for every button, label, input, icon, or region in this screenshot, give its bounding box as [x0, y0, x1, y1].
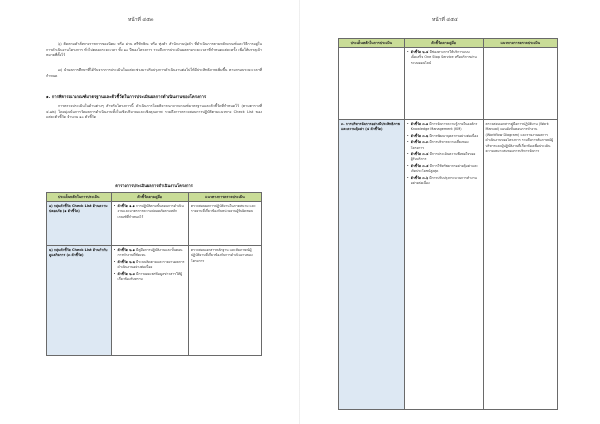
evaluation-table-continued — [338, 38, 558, 410]
indicator-text: มีการจัดการความรู้ภายในองค์กร Knowledge Management (KM) — [410, 122, 478, 132]
indicator-text: มีการบริหารความเสี่ยงของโครงการ — [410, 140, 469, 150]
evaluation-table — [46, 192, 262, 356]
indicator-item — [407, 134, 481, 139]
header-cell: แนวทางการตรวจประเมิน — [188, 193, 261, 202]
header-cell: ประเด็นหลักในการประเมิน — [339, 39, 405, 48]
indicator-code: ตัวชี้วัด ๓.๕ — [410, 163, 429, 168]
indicator-item — [114, 260, 186, 271]
indicator-code: ตัวชี้วัด ๑.๑ — [117, 204, 135, 208]
table-header-row — [339, 39, 558, 48]
header-cell: ประเด็นหลักในการประเมิน — [47, 193, 112, 202]
paragraph: การตรวจประเมินในด้านต่างๆ สำหรับโครงการนี้ ดำเนินการโดยพิจารณาจากเกณฑ์มาตรฐานและตัวชี้วัดที่กำหนดไว้ (ตามตารางที่ ๔.๑๒) โดยมุ่งเน้นการวัดผลการดำเนินงานทั้งในเชิงปริมาณและเชิงคุณภาพ รวมถึงการตรวจสอบการปฏิบัติตามแนวทาง Check List ของแต่ละตัวชี้วัด จำนวน ๑๐ ตัวชี้วัด — [46, 104, 262, 120]
indicator-text: มีการพัฒนาบุคลากรอย่างต่อเนื่อง — [429, 133, 479, 138]
indicator-code: ตัวชี้วัด ๓.๔ — [410, 152, 429, 157]
indicator-text: มีการปรับปรุงกระบวนการทำงานอย่างต่อเนื่อง — [410, 175, 477, 186]
table-row — [339, 48, 558, 120]
guideline-cell — [483, 48, 557, 120]
indicator-item — [114, 204, 186, 220]
indicator-text: มีช่องทางการให้บริการแบบเบ็ดเสร็จ One Stop Service หรือบริการผ่านระบบออนไลน์ — [410, 50, 477, 65]
header-cell: แนวทางการตรวจประเมิน — [483, 39, 557, 48]
criterion-label: ๓. การบริหารจัดการอย่างมีประสิทธิภาพและความคุ้มค่า (๔ ตัวชี้วัด) — [339, 120, 405, 410]
paragraph: ๗) นำผลการศึกษาที่ได้รับจากการประเมินในแต่ละช่วงมาปรับปรุงการดำเนินงานต่อไปให้มีประสิทธิภาพเพิ่มขึ้น ตามกรอบระยะเวลาที่กำหนด — [46, 68, 262, 78]
indicator-code: ตัวชี้วัด ๓.๒ — [410, 133, 429, 138]
header-cell: ตัวชี้วัดตามคู่มือ — [404, 39, 483, 48]
paragraph: ๖) ติดตามคำสั่งทางราชการของนิคม หรือ ผ่าน ศรีทักษิณ หรือ ทุ่งคำ สำนักงานปุ่งคำ ที่ดำเนินการตามหลักเกณฑ์และวิธีการอยู่ในการดำเนินงานโครงการ ทั่วไปตลอดระยะเวลา ทั้ง ๑๐ ปีของโครงการ รวมถึงการประเมินผลตามระยะเวลาที่กำหนดแต่ละครั้ง เพื่อให้บรรลุเป้าหมายที่ตั้งไว้ — [46, 42, 262, 58]
indicator-text: มีคู่มือการปฏิบัติงานและขั้นตอนการทำงานที่ชัดเจน — [117, 248, 183, 258]
criterion-label — [339, 48, 405, 120]
indicator-item — [407, 164, 481, 175]
page-number: หน้าที่ ๔๕๔ — [432, 17, 458, 23]
indicator-cell — [404, 48, 483, 120]
indicator-text: มีการประเมินความพึงพอใจของผู้รับบริการ — [410, 152, 476, 162]
indicator-code: ตัวชี้วัด ๒.๒ — [117, 259, 135, 264]
indicator-code: ตัวชี้วัด ๓.๑ — [410, 122, 429, 126]
page-number: หน้าที่ ๔๕๓ — [128, 17, 154, 23]
table-row — [47, 246, 262, 356]
indicator-item — [407, 140, 481, 151]
indicator-item — [407, 152, 481, 163]
section-heading: ๑. การพิจารณาเกณฑ์มาตรฐานและตัวชี้วัดในการประเมินผลการดำเนินงานของโครงการ — [46, 94, 207, 99]
indicator-code: ตัวชี้วัด ๓.๖ — [410, 175, 429, 180]
header-cell: ตัวชี้วัดตามคู่มือ — [111, 193, 188, 202]
indicator-code: ตัวชี้วัด ๒.๓ — [117, 271, 136, 276]
indicator-item — [114, 272, 186, 283]
indicator-code: ตัวชี้วัด ๒.๑ — [117, 248, 135, 252]
indicator-cell — [111, 202, 188, 246]
indicator-item — [407, 122, 481, 133]
guideline-cell: ตรวจสอบผลการปฏิบัติงานในภาคสนาม และรายงานที่เกี่ยวข้องกับหน่วยงานผู้รับผิดชอบ — [188, 202, 261, 246]
indicator-text: มีการเผยแพร่ข้อมูลข่าวสารให้ผู้เกี่ยวข้องรับทราบ — [117, 271, 182, 282]
guideline-cell: ตรวจสอบเอกสารคู่มือการปฏิบัติงาน (Work Manual) แผนผังขั้นตอนการทำงาน (Workflow Diagram) และรายงานผลการดำเนินงานของโครงการ รวมถึงการสัมภาษณ์ผู้บริหารและผู้ปฏิบัติงานที่เกี่ยวข้องเพื่อประเมินความเหมาะสมของการบริหารจัดการ — [483, 120, 557, 410]
indicator-cell — [111, 246, 188, 356]
indicator-item — [114, 248, 186, 259]
criterion-label: ๒) กลุ่มตัวชี้วัด Check List ด้านกำกับดูแลกิจการ (๓ ตัวชี้วัด) — [47, 246, 112, 356]
indicator-cell — [404, 120, 483, 410]
table-title: ตารางการประเมินผลการดำเนินงานโครงการ — [115, 183, 193, 188]
indicator-code: ตัวชี้วัด ๓.๓ — [410, 140, 429, 145]
indicator-text: การปฏิบัติตามขั้นตอนการดำเนินงานและมาตรการความปลอดภัยตามหลักเกณฑ์ที่กำหนดไว้ — [117, 204, 184, 219]
table-row — [47, 202, 262, 246]
guideline-cell: ตรวจสอบเอกสารหลักฐาน และสัมภาษณ์ผู้ปฏิบัติงานที่เกี่ยวข้องกับการดำเนินงานของโครงการ — [188, 246, 261, 356]
indicator-item — [407, 176, 481, 187]
indicator-code: ตัวชี้วัด ๒.๔ — [410, 50, 429, 54]
indicator-item — [407, 50, 481, 66]
table-header-row — [47, 193, 262, 202]
table-row — [339, 120, 558, 410]
indicator-text: มีการใช้ทรัพยากรอย่างคุ้มค่าและเกิดประโยชน์สูงสุด — [410, 163, 479, 174]
indicator-text: มีระบบติดตามและรายงานผลการดำเนินงานอย่างต่อเนื่อง — [117, 259, 185, 270]
criterion-label: ๑) กลุ่มตัวชี้วัด Check List ด้านความปลอดภัย (๑ ตัวชี้วัด) — [47, 202, 112, 246]
